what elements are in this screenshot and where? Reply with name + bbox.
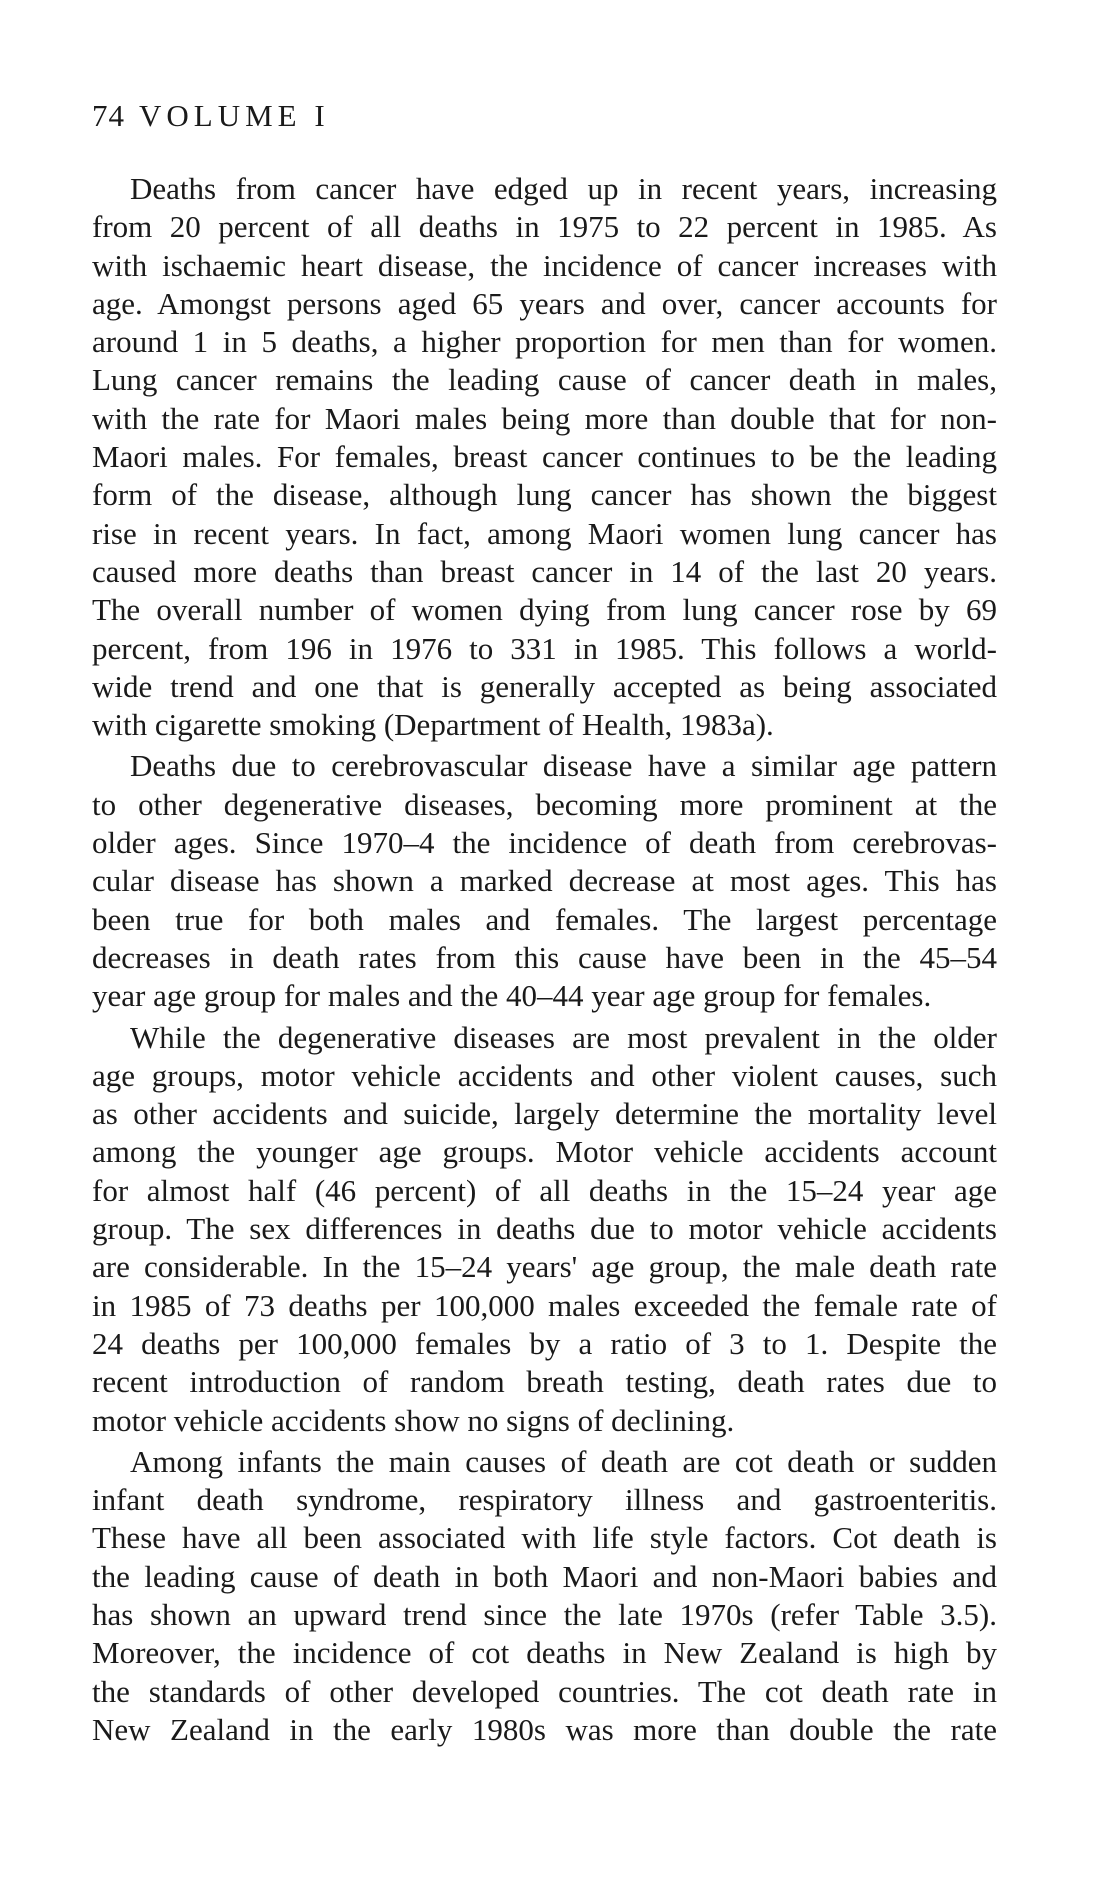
text-line: decreases in death rates from this cause have been in the 45–54 bbox=[92, 939, 997, 975]
text-line: While the degenerative diseases are most prevalent in the older bbox=[130, 1019, 997, 1055]
text-line: age. Amongst persons aged 65 years and over, cancer accounts for bbox=[92, 285, 997, 321]
text-line: has shown an upward trend since the late 1970s (refer Table 3.5). bbox=[92, 1596, 997, 1632]
text-line: Moreover, the incidence of cot deaths in New Zealand is high by bbox=[92, 1635, 997, 1671]
text-line: are considerable. In the 15–24 years' age group, the male death rate bbox=[92, 1249, 997, 1285]
paragraph bbox=[92, 1019, 997, 1440]
text-line: the standards of other developed countries. The cot death rate in bbox=[92, 1673, 997, 1709]
text-line: motor vehicle accidents show no signs of declining. bbox=[92, 1402, 735, 1438]
text-line: with the rate for Maori males being more than double that for non- bbox=[92, 400, 997, 436]
text-line: from 20 percent of all deaths in 1975 to 22 percent in 1985. As bbox=[92, 209, 997, 245]
text-line: 24 deaths per 100,000 females by a ratio of 3 to 1. Despite the bbox=[92, 1325, 997, 1361]
text-line: The overall number of women dying from lung cancer rose by 69 bbox=[92, 592, 997, 628]
text-line: group. The sex differences in deaths due to motor vehicle accidents bbox=[92, 1211, 997, 1247]
running-head bbox=[92, 96, 330, 136]
text-line: around 1 in 5 deaths, a higher proportion for men than for women. bbox=[92, 324, 997, 360]
text-line: percent, from 196 in 1976 to 331 in 1985. This follows a world- bbox=[92, 630, 997, 666]
paragraph bbox=[92, 170, 997, 744]
text-line: the leading cause of death in both Maori and non-Maori babies and bbox=[92, 1558, 997, 1594]
text-line: to other degenerative diseases, becoming more prominent at the bbox=[92, 786, 997, 822]
body-text bbox=[92, 170, 997, 1752]
text-line: among the younger age groups. Motor vehicle accidents account bbox=[92, 1134, 997, 1170]
volume-label: VOLUME I bbox=[139, 98, 330, 133]
paragraph bbox=[92, 1443, 997, 1749]
text-line: form of the disease, although lung cancer has shown the biggest bbox=[92, 477, 997, 513]
text-line: in 1985 of 73 deaths per 100,000 males exceeded the female rate of bbox=[92, 1287, 997, 1323]
text-line: with cigarette smoking (Department of Health, 1983a). bbox=[92, 707, 774, 743]
text-line: cular disease has shown a marked decrease at most ages. This has bbox=[92, 863, 997, 899]
text-line: These have all been associated with life style factors. Cot death is bbox=[92, 1520, 997, 1556]
text-line: age groups, motor vehicle accidents and other violent causes, such bbox=[92, 1057, 997, 1093]
page-number: 74 bbox=[92, 98, 125, 133]
text-line: recent introduction of random breath testing, death rates due to bbox=[92, 1364, 997, 1400]
text-line: older ages. Since 1970–4 the incidence of death from cerebrovas- bbox=[92, 825, 997, 861]
text-line: wide trend and one that is generally accepted as being associated bbox=[92, 668, 997, 704]
text-line: Among infants the main causes of death are cot death or sudden bbox=[130, 1443, 997, 1479]
text-line: as other accidents and suicide, largely determine the mortality level bbox=[92, 1096, 997, 1132]
text-line: Deaths due to cerebrovascular disease have a similar age pattern bbox=[130, 748, 997, 784]
text-line: rise in recent years. In fact, among Maori women lung cancer has bbox=[92, 515, 997, 551]
text-line: Maori males. For females, breast cancer continues to be the leading bbox=[92, 439, 997, 475]
text-line: year age group for males and the 40–44 year age group for females. bbox=[92, 978, 932, 1014]
text-line: been true for both males and females. The largest percentage bbox=[92, 901, 997, 937]
text-line: with ischaemic heart disease, the incidence of cancer increases with bbox=[92, 247, 997, 283]
text-line: infant death syndrome, respiratory illness and gastroenteritis. bbox=[92, 1482, 997, 1518]
text-line: Deaths from cancer have edged up in recent years, increasing bbox=[130, 171, 997, 206]
paragraph bbox=[92, 747, 997, 1015]
text-line: New Zealand in the early 1980s was more than double the rate bbox=[92, 1711, 997, 1747]
text-line: caused more deaths than breast cancer in 14 of the last 20 years. bbox=[92, 553, 997, 589]
text-line: Lung cancer remains the leading cause of cancer death in males, bbox=[92, 362, 997, 398]
text-line: for almost half (46 percent) of all deaths in the 15–24 year age bbox=[92, 1172, 997, 1208]
